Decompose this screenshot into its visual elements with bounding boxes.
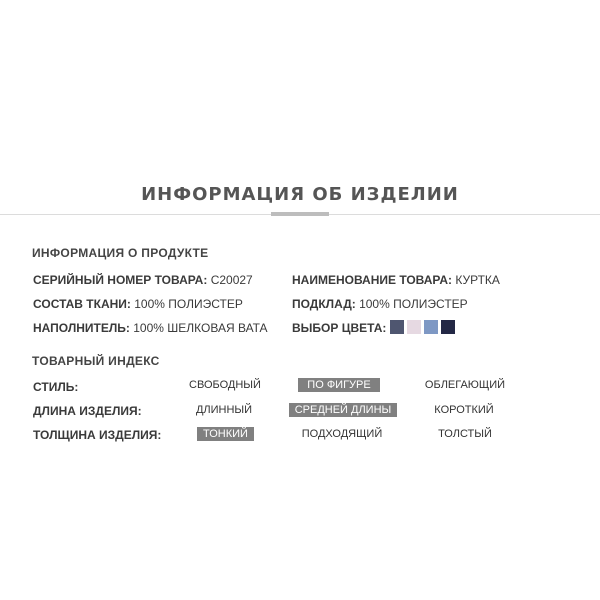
color-swatches: [390, 320, 455, 334]
lining-value: 100% ПОЛИЭСТЕР: [355, 297, 468, 311]
color-swatch[interactable]: [441, 320, 455, 334]
style-option[interactable]: ОБЛЕГАЮЩИЙ: [424, 379, 506, 391]
color-choice-row: [292, 321, 386, 335]
fabric-row: [33, 297, 243, 311]
thickness-option[interactable]: ТОЛСТЫЙ: [438, 428, 492, 440]
product-info-heading: ИНФОРМАЦИЯ О ПРОДУКТЕ: [32, 246, 209, 260]
length-label: ДЛИНА ИЗДЕЛИЯ:: [33, 404, 142, 418]
thickness-option[interactable]: ПОДХОДЯЩИЙ: [301, 428, 383, 440]
thickness-option[interactable]: ТОНКИЙ: [197, 427, 254, 441]
lining-label: ПОДКЛАД:: [292, 297, 356, 311]
serial-number-label: СЕРИЙНЫЙ НОМЕР ТОВАРА:: [33, 273, 208, 287]
length-option[interactable]: КОРОТКИЙ: [434, 404, 494, 416]
filler-row: [33, 321, 268, 335]
fabric-label: СОСТАВ ТКАНИ:: [33, 297, 131, 311]
color-choice-label: ВЫБОР ЦВЕТА:: [292, 321, 387, 335]
serial-number-value: C20027: [207, 273, 253, 287]
color-swatch[interactable]: [424, 320, 438, 334]
color-swatch[interactable]: [407, 320, 421, 334]
length-option[interactable]: СРЕДНЕЙ ДЛИНЫ: [289, 403, 397, 417]
serial-number-row: [33, 273, 253, 287]
product-name-value: КУРТКА: [452, 273, 500, 287]
length-option[interactable]: ДЛИННЫЙ: [195, 404, 253, 416]
section-title: ИНФОРМАЦИЯ ОБ ИЗДЕЛИИ: [141, 184, 459, 205]
style-option[interactable]: ПО ФИГУРЕ: [298, 378, 380, 392]
fabric-value: 100% ПОЛИЭСТЕР: [130, 297, 243, 311]
divider-accent: [271, 212, 329, 216]
style-option[interactable]: СВОБОДНЫЙ: [189, 379, 261, 391]
thickness-label: ТОЛЩИНА ИЗДЕЛИЯ:: [33, 428, 162, 442]
lining-row: [292, 297, 468, 311]
style-label: СТИЛЬ:: [33, 380, 79, 394]
product-index-heading: ТОВАРНЫЙ ИНДЕКС: [32, 354, 160, 368]
filler-value: 100% ШЕЛКОВАЯ ВАТА: [129, 321, 268, 335]
product-name-row: [292, 273, 500, 287]
product-name-label: НАИМЕНОВАНИЕ ТОВАРА:: [292, 273, 453, 287]
filler-label: НАПОЛНИТЕЛЬ:: [33, 321, 130, 335]
color-swatch[interactable]: [390, 320, 404, 334]
